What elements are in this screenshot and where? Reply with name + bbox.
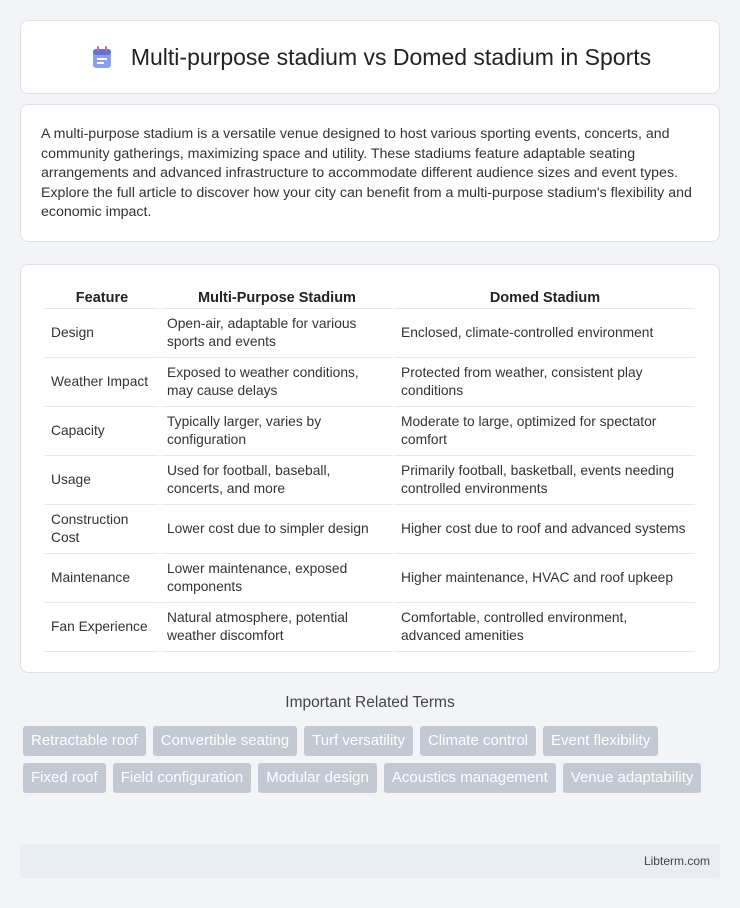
table-header-row xyxy=(45,287,695,309)
domed-cell: Primarily football, basketball, events needing controlled environments xyxy=(395,456,695,505)
multi-purpose-cell: Used for football, baseball, concerts, and more xyxy=(161,456,393,505)
comparison-card xyxy=(20,264,720,673)
column-header: Domed Stadium xyxy=(395,287,695,309)
related-terms-list xyxy=(23,726,723,793)
feature-cell: Weather Impact xyxy=(45,358,159,407)
domed-cell: Higher maintenance, HVAC and roof upkeep xyxy=(395,554,695,603)
footer-site-link[interactable]: Libterm.com xyxy=(643,854,710,868)
domed-cell: Comfortable, controlled environment, advanced amenities xyxy=(395,603,695,652)
intro-card xyxy=(20,104,720,242)
document-icon xyxy=(89,44,115,70)
term-tag[interactable]: Modular design xyxy=(258,763,377,793)
term-tag[interactable]: Field configuration xyxy=(113,763,252,793)
term-tag[interactable]: Event flexibility xyxy=(543,726,658,756)
multi-purpose-cell: Exposed to weather conditions, may cause delays xyxy=(161,358,393,407)
domed-cell: Enclosed, climate-controlled environment xyxy=(395,309,695,358)
feature-cell: Maintenance xyxy=(45,554,159,603)
term-tag[interactable]: Convertible seating xyxy=(153,726,297,756)
feature-cell: Fan Experience xyxy=(45,603,159,652)
page-title: Multi-purpose stadium vs Domed stadium in Sports xyxy=(130,43,652,70)
term-tag[interactable]: Fixed roof xyxy=(23,763,106,793)
table-row xyxy=(45,309,695,358)
feature-cell: Construction Cost xyxy=(45,505,159,554)
term-tag[interactable]: Turf versatility xyxy=(304,726,413,756)
feature-cell: Usage xyxy=(45,456,159,505)
term-tag[interactable]: Climate control xyxy=(420,726,536,756)
related-terms-title: Important Related Terms xyxy=(285,694,455,711)
comparison-table xyxy=(43,287,697,652)
table-row xyxy=(45,358,695,407)
term-tag[interactable]: Venue adaptability xyxy=(563,763,702,793)
domed-cell: Moderate to large, optimized for spectator comfort xyxy=(395,407,695,456)
multi-purpose-cell: Typically larger, varies by configuration xyxy=(161,407,393,456)
domed-cell: Protected from weather, consistent play conditions xyxy=(395,358,695,407)
multi-purpose-cell: Open-air, adaptable for various sports and events xyxy=(161,309,393,358)
table-row xyxy=(45,456,695,505)
multi-purpose-cell: Natural atmosphere, potential weather discomfort xyxy=(161,603,393,652)
table-row xyxy=(45,603,695,652)
table-row xyxy=(45,554,695,603)
multi-purpose-cell: Lower maintenance, exposed components xyxy=(161,554,393,603)
table-row xyxy=(45,505,695,554)
header-card xyxy=(20,20,720,94)
footer xyxy=(20,844,720,878)
table-row xyxy=(45,407,695,456)
intro-text: A multi-purpose stadium is a versatile venue designed to host various sporting events, concerts, and community gatherings, maximizing space and utility. These stadiums feature adaptable seating arrangements and advanced infrastructure to accommodate different audience sizes and event types. Explore the full article to discover how your city can benefit from a multi-purpose stadium's flexibility and economic impact. xyxy=(41,126,692,221)
term-tag[interactable]: Acoustics management xyxy=(384,763,556,793)
feature-cell: Capacity xyxy=(45,407,159,456)
term-tag[interactable]: Retractable roof xyxy=(23,726,146,756)
column-header: Feature xyxy=(45,287,159,309)
domed-cell: Higher cost due to roof and advanced systems xyxy=(395,505,695,554)
column-header: Multi-Purpose Stadium xyxy=(161,287,393,309)
feature-cell: Design xyxy=(45,309,159,358)
multi-purpose-cell: Lower cost due to simpler design xyxy=(161,505,393,554)
